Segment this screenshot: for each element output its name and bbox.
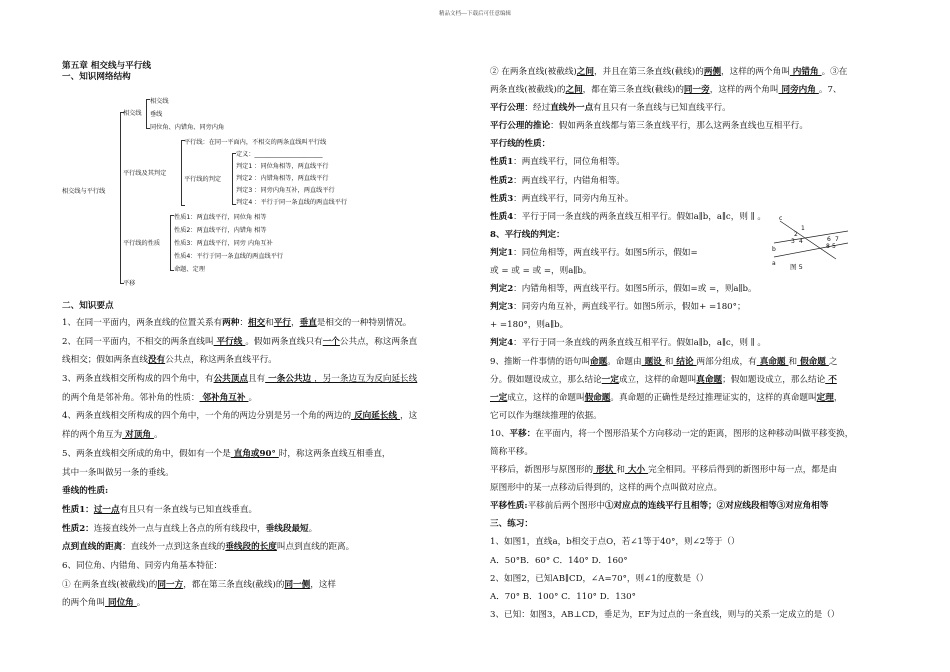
text-run: 。 (308, 523, 318, 534)
text-run: A．70° B．100° C．110° D．130° (490, 591, 636, 602)
tree-group-parallel-judge: 平行线及其判定 (123, 170, 167, 177)
text-run: ，这 (400, 411, 418, 422)
text-line (490, 117, 900, 135)
text-line (62, 576, 462, 595)
text-run: ：两直线平行，内错角相等。 (513, 175, 625, 186)
text-run: 在平面内，将一个图形沿某个方向移动一定的距离，图形的这种移动叫做平移变换， (535, 428, 854, 439)
tree-root: 相交线与平行线 (62, 188, 106, 195)
text-run: 和 (664, 356, 674, 367)
figure-label: 8 (826, 243, 830, 250)
text-run: 3、已知：如图3，AB⊥CD，垂足为，EF为过点的一条直线，则与的关系一定成立的是（） (490, 609, 840, 620)
text-run: 形状 (593, 465, 617, 476)
text-line (490, 497, 900, 515)
text-run: ，都在第三条直线(截线)的 (582, 85, 684, 96)
tree-judge-item: 判定4 ：平行于同一条直线的两直线平行 (236, 199, 348, 206)
tree-g2-bracket (181, 140, 185, 206)
tree-g1-item: 垂线 (150, 111, 163, 118)
figure-label: 3 (791, 238, 795, 245)
text-run: 大小 (624, 465, 649, 476)
text-line (490, 461, 900, 479)
text-run: 平移： (509, 428, 536, 439)
text-run: 。假如两条直线只有 (245, 336, 323, 347)
text-run: 邻补角互补 (199, 392, 249, 403)
tree-judge-item: 判定3 ：同旁内角互补，两直线平行 (236, 187, 335, 194)
text-run: 命题 (590, 356, 608, 367)
text-run: ：同位角相等，两直线平行。如图5所示，假如= (513, 247, 698, 258)
text-run: 结论 (673, 356, 697, 367)
text-run: 真命题 (756, 356, 789, 367)
text-line (490, 425, 900, 443)
text-run: 两条直线(被截线)的 (490, 85, 566, 96)
text-line (62, 351, 462, 370)
text-run: 垂直 (299, 318, 317, 328)
text-run: 判定3 (490, 302, 514, 313)
text-run: 两种 (222, 318, 240, 328)
text-line (62, 538, 462, 557)
text-run: 样的两个角互为 (62, 430, 123, 441)
text-run: ，这样的两个角叫 (721, 67, 790, 77)
text-run: 一个 (322, 336, 340, 347)
text-run: ，这样的两个角叫 (709, 85, 779, 96)
text-line (490, 353, 900, 371)
text-run: 平行线的性质： (490, 139, 551, 150)
text-line (62, 520, 462, 539)
text-run: 2、在同一平面内，不相交的两条直线叫 (62, 336, 214, 347)
text-run: 点到直线的距离 (62, 542, 123, 553)
text-run: 平移后，新图形与原图形的 (490, 465, 594, 476)
text-run: 和 (788, 356, 798, 367)
text-run: 之间 (565, 85, 583, 96)
tree-group-translation: 平移 (123, 280, 136, 287)
text-run: 6、同位角、内错角、同旁内角基本特征： (62, 560, 223, 571)
text-run: 同一方 (157, 579, 184, 590)
text-run: ，都在第三条直线(截线)的 (183, 579, 285, 590)
text-line (62, 333, 462, 352)
text-run: 8、平行线的判定： (490, 229, 565, 240)
text-run: 性质2 (490, 175, 514, 186)
text-line (62, 482, 462, 501)
section-knowledge: 二、知识要点 (62, 301, 114, 311)
text-line (62, 426, 462, 445)
text-line (62, 445, 462, 464)
tree-group-properties: 平行线的性质 (123, 240, 161, 247)
text-run: 完全相同。平移后得到的新图形中每一点，都是由 (648, 465, 838, 476)
text-line (490, 63, 900, 81)
text-run: 平行线 (213, 336, 246, 347)
text-run: 直角或90° (230, 448, 279, 459)
text-line (62, 314, 462, 333)
tree-judge-item: 判定2 ：内错角相等，两直线平行 (236, 175, 329, 182)
text-run: ：假如两条直线都与第三条直线平行，那么这两条直线也互相平行。 (550, 121, 808, 132)
text-line (62, 557, 462, 576)
text-run: 性质3 (490, 193, 514, 204)
text-run: 假命题 (584, 392, 611, 403)
text-line (62, 389, 462, 408)
text-run: 它可以作为继续推理的依据。 (490, 410, 602, 421)
tree-property-item: 性质2：两直线平行，内错角 相等 (174, 227, 267, 234)
text-line (62, 501, 462, 520)
text-run: ② 在两条直线(被截线) (490, 67, 577, 77)
text-run: 。 (248, 392, 258, 403)
text-line (490, 479, 900, 497)
text-run: 3、两条直线相交所构成的四个角中，有 (62, 374, 214, 385)
figure-label: b (772, 246, 776, 253)
text-run: 平行公理的推论 (490, 121, 551, 132)
text-line (490, 407, 900, 425)
text-run: 连接直线外一点与直线上各点的所有线段中， (93, 523, 266, 534)
text-line (490, 371, 900, 389)
text-line (490, 316, 900, 334)
text-run: 成立，这样的命题叫 (507, 392, 585, 403)
text-run: 。 (136, 598, 146, 609)
text-line (62, 407, 462, 426)
text-run: ：经过 (524, 103, 551, 114)
text-run: 10、 (490, 428, 510, 439)
knowledge-points (62, 302, 462, 613)
tree-g2-definition: 平行线：在同一平面内，不相交的两条直线叫平行线 (184, 139, 327, 146)
text-run: ：两直线平行，同位角相等。 (513, 157, 625, 168)
figure-label: a (772, 260, 776, 267)
text-run: 平行 (273, 318, 291, 328)
text-run: 两部分组成，有 (696, 356, 757, 367)
text-run: ，并且在第三条直线(截线)的 (594, 67, 704, 77)
text-run: 一条公共边 (265, 374, 315, 385)
text-run: ①对应点的连线平行且相等；②对应线段相等③对应角相等 (604, 501, 829, 512)
section-network: 一、知识网络结构 (62, 72, 131, 82)
text-run: ， (290, 318, 300, 328)
tree-property-item: 命题、定理 (174, 266, 205, 273)
text-run: 和 (616, 465, 625, 476)
text-run: ， (833, 392, 843, 403)
text-run: 性质2： (62, 523, 94, 534)
text-run: 且有 (247, 374, 266, 385)
text-run: 性质1： (62, 504, 94, 515)
text-line (490, 298, 900, 316)
text-line (490, 190, 900, 208)
text-run: 有且只有一条直线与已知直线平行。 (593, 103, 731, 114)
text-run: + =180°，则a∥b。 (490, 320, 569, 331)
text-run: 。7、 (818, 85, 842, 96)
text-run: 性质4 (490, 211, 514, 222)
tree-judge-item: 判定1 ：同位角相等，两直线平行 (236, 163, 329, 170)
tree-property-item: 性质4：平行于同一条直线的两直线平行 (174, 253, 284, 260)
text-run: 时，称这两条直线互相垂直， (278, 448, 391, 459)
text-run: 过一点 (93, 504, 120, 515)
text-run: 判定4 (490, 338, 514, 349)
figure-label: c (779, 215, 783, 222)
right-column (490, 63, 900, 624)
line-b (774, 243, 848, 257)
text-run: 4、两条直线相交所构成的四个角中，一个角的两边分别是另一个角的两边的 (62, 411, 352, 422)
text-run: 原图形中的某一点移动后得到的，这样的两个点叫做对应点。 (490, 483, 723, 494)
figure-label: 7 (835, 236, 839, 243)
text-run: ，另一条边互为反向延长线 (314, 374, 418, 385)
text-line (490, 588, 900, 606)
text-run: 内错角 (789, 67, 822, 77)
text-line (490, 334, 900, 352)
figure-5-caption: 图 5 (790, 263, 803, 271)
text-run: ：直线外一点到这条直线的 (122, 542, 226, 553)
text-run: ；假如题设成立，那么结论 (722, 374, 826, 385)
tree-g1-item: 同位角、内错角、同旁内角 (150, 124, 225, 131)
text-line (62, 370, 462, 389)
text-run: 5、两条直线相交所成的角中，假如有一个是 (62, 448, 231, 459)
text-line (490, 389, 900, 407)
text-run: 其中一条叫做另一条的垂线。 (62, 467, 174, 478)
text-line (490, 533, 900, 551)
text-run: 和 (265, 318, 274, 328)
text-line (490, 99, 900, 117)
text-line (490, 280, 900, 298)
text-run: 假命题 (797, 356, 829, 367)
text-run: 。 (153, 430, 163, 441)
text-run: 一定 (601, 374, 619, 385)
text-run: 。③在 (821, 67, 848, 77)
text-run: ： (239, 318, 248, 328)
text-run: ：平行于同一条直线的两条直线互相平行。假如a∥b，a∥c，则 ∥ 。 (513, 338, 766, 349)
tree-property-item: 性质3：两直线平行，同旁 内角互补 (174, 240, 273, 247)
text-run: 。命题由 (607, 356, 642, 367)
text-run: 没有 (147, 355, 166, 366)
text-run: 之 (828, 356, 838, 367)
text-run: 同位角 (104, 598, 137, 609)
text-run: 1、如图1，直线a，b相交于点O，若∠1等于40°，则∠2等于（） (490, 537, 740, 548)
text-run: 一定 (490, 392, 508, 403)
text-run: 垂线的性质: (62, 486, 109, 497)
left-column (62, 62, 462, 84)
text-run: 垂线段最短 (265, 523, 309, 534)
text-run: 平行公理 (490, 103, 525, 114)
figure-label: 2 (794, 231, 798, 238)
text-run: 题设 (641, 356, 665, 367)
chapter-title: 第五章 相交线与平行线 (62, 61, 151, 71)
text-run: 简称平移。 (490, 446, 533, 457)
text-run: A．50°B．60° C．140° D．160° (490, 555, 628, 566)
text-run: 的两个角是邻补角。邻补角的性质： (62, 392, 200, 403)
text-run: ，这样 (310, 579, 337, 590)
text-run: 三、练习： (490, 519, 533, 530)
tree-judge-item: 定义：______________________ (236, 151, 323, 158)
tree-root-bracket (120, 112, 124, 284)
text-run: 之间 (576, 67, 594, 77)
tree-property-item: 性质1：两直线平行，同位角 相等 (174, 214, 267, 221)
text-run: 对顶角 (122, 430, 154, 441)
text-run: ：内错角相等，两直线平行。如图5所示，假如=或 =，则a∥b。 (513, 284, 757, 295)
figure-5-diagram (770, 213, 850, 273)
text-run: 分。假如题设成立，那么结论 (490, 374, 602, 385)
text-line (490, 552, 900, 570)
text-run: 性质1 (490, 157, 514, 168)
text-run: 成立，这样的命题叫 (618, 374, 697, 385)
text-line (62, 594, 462, 613)
figure-label: 1 (801, 225, 805, 232)
text-line (490, 153, 900, 171)
tree-g1-item: 相交线 (150, 98, 169, 105)
text-run: 同一侧 (284, 579, 311, 590)
text-run: ：平行于同一条直线的两条直线互相平行。假如a∥b，a∥c，则 ∥ 。 (513, 211, 766, 222)
figure-label: 4 (799, 238, 803, 245)
tree-g2-judge: 平行线的判定 (184, 176, 222, 183)
text-line (490, 135, 900, 153)
right-lines (490, 63, 900, 624)
text-run: ① 在两条直线(被截线)的 (62, 579, 158, 590)
text-line (490, 515, 900, 533)
text-line (490, 606, 900, 624)
text-run: 或 = 或 = 或 =，则a∥b。 (490, 266, 592, 277)
text-run: 同一旁 (683, 85, 710, 96)
text-line (490, 570, 900, 588)
figure-label: 5 (832, 243, 836, 250)
text-line (490, 443, 900, 461)
text-run: 平移前后两个图形中 (527, 501, 605, 512)
text-run: 2、如图2，已知AB∥CD，∠A=70°，则∠1的度数是（） (490, 573, 709, 584)
text-run: 垂线段的长度 (225, 542, 277, 553)
text-run: 反向延长线 (351, 411, 401, 422)
text-run: 判定2 (490, 284, 514, 295)
text-run: 线相交；假如两条直线 (62, 355, 148, 366)
text-run: 公共顶点 (213, 374, 248, 385)
text-line (490, 81, 900, 99)
text-run: 叫点到直线的距离。 (276, 542, 355, 553)
text-run: 同旁内角 (778, 85, 819, 96)
text-run: 真命题 (696, 374, 723, 385)
text-run: 不 (825, 374, 837, 385)
text-run: ：两直线平行，同旁内角互补。 (513, 193, 634, 204)
text-run: 两侧 (703, 67, 722, 77)
text-run: 定理 (816, 392, 834, 403)
text-line (490, 172, 900, 190)
figure-label: 6 (827, 236, 831, 243)
text-line (62, 464, 462, 483)
page-header: 精品文档---下载后可任意编辑 (439, 11, 511, 17)
text-run: 公共点，称这两条直线平行。 (165, 355, 277, 366)
text-run: ：同旁内角互补，两直线平行。如图5所示，假如+ =180°； (513, 302, 746, 313)
text-run: 直线外一点 (550, 103, 594, 114)
text-run: 的两个角叫 (62, 598, 105, 609)
text-run: 公共点，称这两条直 (339, 336, 418, 347)
text-run: 相交 (247, 318, 266, 328)
text-run: 。真命题的正确性是经过推理证实的，这样的真命题叫 (610, 392, 817, 403)
text-run: 判定1 (490, 247, 514, 258)
left-lines (62, 314, 462, 613)
text-run: 有且只有一条直线与已知直线垂直。 (119, 504, 258, 515)
text-run: 平移性质: (490, 501, 528, 512)
text-run: 1、在同一平面内，两条直线的位置关系有 (62, 318, 223, 328)
tree-group-intersect: 相交线 (123, 110, 142, 117)
text-run: 是相交的一种特别情况。 (316, 318, 412, 328)
text-run: 9、推断一件事情的语句叫 (490, 356, 590, 367)
